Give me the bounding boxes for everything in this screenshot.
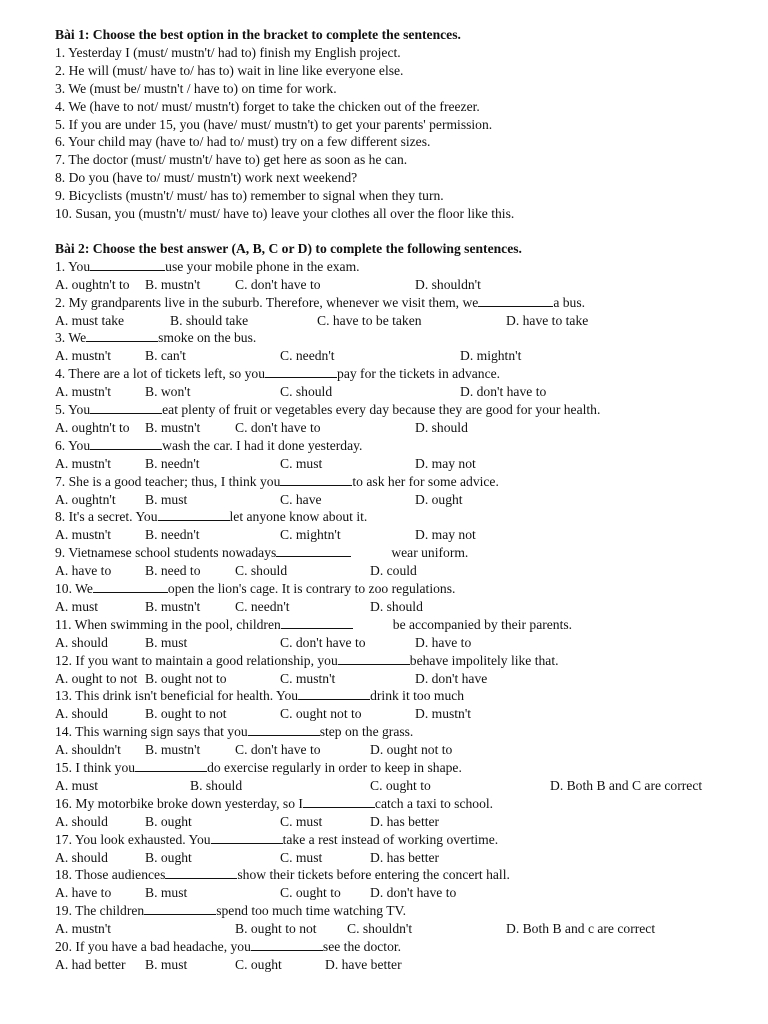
question-6	[55, 437, 755, 455]
question-stem-end: see the doctor.	[322, 939, 402, 955]
options-row	[55, 598, 755, 616]
question-2	[55, 294, 755, 312]
answer-blank[interactable]	[90, 437, 162, 450]
question-stem-end: drink it too much	[370, 688, 465, 704]
option-a[interactable]: A. oughtn't	[55, 491, 116, 507]
answer-blank[interactable]	[338, 652, 410, 665]
options-row	[55, 920, 755, 938]
answer-blank[interactable]	[86, 329, 158, 342]
question-stem-end: pay for the tickets in advance.	[337, 366, 501, 382]
option-b[interactable]: B. must	[145, 956, 188, 972]
question-15	[55, 759, 755, 777]
option-c[interactable]: C. mightn't	[280, 527, 341, 543]
question-stem: 11. When swimming in the pool, children	[55, 616, 281, 632]
question-stem: 7. She is a good teacher; thus, I think you	[55, 473, 281, 489]
question-stem: 20. If you have a bad headache, you	[55, 939, 251, 955]
question-stem: 2. My grandparents live in the suburb. Therefore, whenever we visit them, we	[55, 294, 479, 310]
question-stem-end: take a rest instead of working overtime.	[282, 831, 499, 847]
option-b[interactable]: B. ought to not	[235, 921, 317, 937]
options-row	[55, 634, 755, 652]
question-stem-end: smoke on the bus.	[158, 330, 257, 346]
option-d[interactable]: D. may not	[415, 527, 476, 543]
answer-blank[interactable]	[90, 401, 162, 414]
options-row	[55, 526, 755, 544]
option-d[interactable]: D. has better	[370, 849, 440, 865]
question-16	[55, 795, 755, 813]
question-stem: 5. You	[55, 402, 91, 418]
option-d[interactable]: D. may not	[415, 455, 476, 471]
option-d[interactable]: D. ought not to	[370, 742, 453, 758]
answer-blank[interactable]	[165, 866, 237, 879]
option-d[interactable]: D. Both B and c are correct	[506, 921, 656, 937]
option-d[interactable]: D. should	[370, 598, 423, 614]
part1-list	[55, 44, 755, 223]
options-row	[55, 562, 755, 580]
section-gap	[55, 223, 755, 240]
option-a[interactable]: A. have to	[55, 885, 112, 901]
option-d[interactable]: D. have to take	[506, 312, 589, 328]
question-stem-end: behave impolitely like that.	[409, 652, 559, 668]
option-d[interactable]: D. mustn't	[415, 706, 472, 722]
question-1	[55, 258, 755, 276]
answer-blank[interactable]	[211, 831, 283, 844]
question-stem: 19. The children	[55, 903, 145, 919]
answer-blank[interactable]	[303, 795, 375, 808]
option-a[interactable]: A. had better	[55, 956, 126, 972]
option-b[interactable]: B. ought	[145, 849, 192, 865]
question-stem: 6. You	[55, 437, 91, 453]
option-b[interactable]: B. ought to not	[145, 706, 227, 722]
question-stem-end: open the lion's cage. It is contrary to zoo regulations.	[167, 581, 456, 597]
option-a[interactable]: A. mustn't	[55, 527, 112, 543]
question-stem-end: use your mobile phone in the exam.	[165, 258, 360, 274]
question-stem: 1. You	[55, 258, 91, 274]
question-stem-end: a bus.	[553, 294, 586, 310]
option-c[interactable]: C. have	[280, 491, 322, 507]
option-c[interactable]: C. ought to	[370, 777, 431, 793]
part1-item: 1. Yesterday I (must/ mustn't/ had to) finish my English project.	[55, 44, 401, 60]
option-c[interactable]: C. needn't	[235, 598, 290, 614]
question-stem-end: spend too much time watching TV.	[216, 903, 407, 919]
option-b[interactable]: B. won't	[145, 384, 191, 400]
option-b[interactable]: B. ought not to	[145, 670, 227, 686]
option-b[interactable]: B. should take	[170, 312, 249, 328]
question-stem: 12. If you want to maintain a good relationship, you	[55, 652, 338, 668]
answer-blank[interactable]	[93, 580, 168, 593]
part2-list	[55, 258, 755, 974]
question-12	[55, 652, 755, 670]
question-stem-end: step on the grass.	[319, 724, 414, 740]
option-c[interactable]: C. ought to	[280, 885, 341, 901]
question-stem-end: let anyone know about it.	[229, 509, 368, 525]
question-stem-end: eat plenty of fruit or vegetables every day because they are good for your health.	[162, 402, 601, 418]
question-14	[55, 723, 755, 741]
answer-blank[interactable]	[478, 294, 553, 307]
question-4	[55, 365, 755, 383]
options-row	[55, 849, 755, 867]
option-d[interactable]: D. ought	[415, 491, 463, 507]
part1-item: 6. Your child may (have to/ had to/ must) try on a few different sizes.	[55, 134, 431, 150]
question-stem-end: show their tickets before entering the concert hall.	[237, 867, 510, 883]
option-d[interactable]: D. don't have to	[370, 885, 457, 901]
option-c[interactable]: C. must	[280, 813, 323, 829]
part1-heading: Bài 1: Choose the best option in the bracket to complete the sentences.	[55, 27, 461, 42]
question-3	[55, 329, 755, 347]
option-c[interactable]: C. don't have to	[280, 634, 366, 650]
option-d[interactable]: D. Both B and C are correct	[550, 777, 703, 793]
question-stem: 13. This drink isn't beneficial for health. You	[55, 688, 299, 704]
answer-blank[interactable]	[265, 365, 337, 378]
option-b[interactable]: B. must	[145, 634, 188, 650]
option-b[interactable]: B. ought	[145, 813, 192, 829]
question-stem-end: to ask her for some advice.	[352, 473, 499, 489]
part1-item: 8. Do you (have to/ must/ mustn't) work next weekend?	[55, 170, 358, 186]
option-d[interactable]: D. have better	[325, 956, 402, 972]
options-row	[55, 419, 755, 437]
question-7	[55, 473, 755, 491]
part1-item: 2. He will (must/ have to/ has to) wait in line like everyone else.	[55, 62, 404, 78]
part1-item: 10. Susan, you (mustn't/ must/ have to) leave your clothes all over the floor like this.	[55, 206, 515, 222]
part1-item: 7. The doctor (must/ mustn't/ have to) get here as soon as he can.	[55, 152, 408, 168]
option-b[interactable]: B. mustn't	[145, 419, 201, 435]
option-a[interactable]: A. oughtn't to	[55, 419, 130, 435]
option-d[interactable]: D. have to	[415, 634, 472, 650]
option-b[interactable]: B. must	[145, 885, 188, 901]
option-c[interactable]: C. have to be taken	[317, 312, 422, 328]
option-a[interactable]: A. should	[55, 813, 108, 829]
question-stem: 9. Vietnamese school students nowadays	[55, 545, 277, 561]
option-d[interactable]: D. has better	[370, 813, 440, 829]
answer-blank[interactable]	[298, 687, 370, 700]
options-row	[55, 383, 755, 401]
option-c[interactable]: C. ought not to	[280, 706, 362, 722]
question-stem-end: catch a taxi to school.	[374, 795, 494, 811]
worksheet-page	[55, 26, 755, 974]
question-5	[55, 401, 755, 419]
option-b[interactable]: B. mustn't	[145, 742, 201, 758]
option-c[interactable]: C. don't have to	[235, 276, 321, 292]
option-d[interactable]: D. should	[415, 419, 468, 435]
option-a[interactable]: A. ought to not	[55, 670, 138, 686]
option-b[interactable]: B. must	[145, 491, 188, 507]
option-a[interactable]: A. have to	[55, 563, 112, 579]
options-row	[55, 276, 755, 294]
option-c[interactable]: C. should	[235, 563, 288, 579]
answer-blank[interactable]	[144, 902, 216, 915]
question-stem: 8. It's a secret. You	[55, 509, 158, 525]
part1-item: 4. We (have to not/ must/ mustn't) forget to take the chicken out of the freezer.	[55, 98, 480, 114]
options-row	[55, 813, 755, 831]
question-stem: 4. There are a lot of tickets left, so you	[55, 366, 266, 382]
part1-item: 5. If you are under 15, you (have/ must/ mustn't) to get your parents' permission.	[55, 116, 493, 132]
question-18	[55, 866, 755, 884]
options-row	[55, 491, 755, 509]
answer-blank[interactable]	[276, 544, 351, 557]
option-c[interactable]: C. needn't	[280, 348, 335, 364]
option-a[interactable]: A. oughtn't to	[55, 276, 130, 292]
question-19	[55, 902, 755, 920]
options-row	[55, 956, 755, 974]
option-b[interactable]: B. mustn't	[145, 276, 201, 292]
option-d[interactable]: D. shouldn't	[415, 276, 481, 292]
question-10	[55, 580, 755, 598]
answer-blank[interactable]	[251, 938, 323, 951]
question-13	[55, 687, 755, 705]
question-stem-end: be accompanied by their parents.	[392, 616, 573, 632]
answer-blank[interactable]	[281, 616, 353, 629]
options-row	[55, 705, 755, 723]
option-d[interactable]: D. don't have	[415, 670, 488, 686]
option-b[interactable]: B. need to	[145, 563, 201, 579]
option-a[interactable]: A. should	[55, 706, 108, 722]
options-row	[55, 741, 755, 759]
question-stem: 15. I think you	[55, 760, 136, 776]
option-a[interactable]: A. should	[55, 849, 108, 865]
options-row	[55, 455, 755, 473]
option-c[interactable]: C. don't have to	[235, 419, 321, 435]
option-b[interactable]: B. needn't	[145, 455, 200, 471]
option-c[interactable]: C. must	[280, 455, 323, 471]
part1-item: 3. We (must be/ mustn't / have to) on time for work.	[55, 80, 337, 96]
question-17	[55, 831, 755, 849]
answer-blank[interactable]	[135, 759, 207, 772]
options-row	[55, 777, 755, 795]
question-stem: 10. We	[55, 581, 93, 597]
option-a[interactable]: A. should	[55, 634, 108, 650]
question-8	[55, 508, 755, 526]
option-a[interactable]: A. must	[55, 777, 99, 793]
answer-blank[interactable]	[158, 508, 230, 521]
option-a[interactable]: A. must	[55, 598, 99, 614]
question-stem: 18. Those audiences	[55, 867, 166, 883]
options-row	[55, 670, 755, 688]
option-b[interactable]: B. needn't	[145, 527, 200, 543]
question-11	[55, 616, 755, 634]
option-b[interactable]: B. mustn't	[145, 598, 201, 614]
option-c[interactable]: C. must	[280, 849, 323, 865]
question-stem: 16. My motorbike broke down yesterday, so I	[55, 795, 303, 811]
option-a[interactable]: A. mustn't	[55, 348, 112, 364]
options-row	[55, 884, 755, 902]
option-c[interactable]: C. don't have to	[235, 742, 321, 758]
answer-blank[interactable]	[248, 723, 320, 736]
question-9	[55, 544, 755, 562]
question-stem: 14. This warning sign says that you	[55, 724, 248, 740]
question-stem-end: do exercise regularly in order to keep in shape.	[207, 760, 462, 776]
part2-heading: Bài 2: Choose the best answer (A, B, C or D) to complete the following sentences.	[55, 240, 522, 256]
option-d[interactable]: D. don't have to	[460, 384, 547, 400]
option-a[interactable]: A. shouldn't	[55, 742, 121, 758]
options-row	[55, 347, 755, 365]
answer-blank[interactable]	[90, 258, 165, 271]
option-a[interactable]: A. must take	[55, 312, 125, 328]
option-d[interactable]: D. mightn't	[460, 348, 522, 364]
option-b[interactable]: B. should	[190, 777, 243, 793]
option-b[interactable]: B. can't	[145, 348, 186, 364]
answer-blank[interactable]	[280, 473, 352, 486]
question-stem: 17. You look exhausted. You	[55, 831, 211, 847]
question-stem-end: wash the car. I had it done yesterday.	[162, 437, 363, 453]
part1-item: 9. Bicyclists (mustn't/ must/ has to) remember to signal when they turn.	[55, 188, 444, 204]
option-a[interactable]: A. mustn't	[55, 455, 112, 471]
options-row	[55, 312, 755, 330]
question-stem: 3. We	[55, 330, 87, 346]
option-c[interactable]: C. ought	[235, 956, 282, 972]
option-a[interactable]: A. mustn't	[55, 384, 112, 400]
option-a[interactable]: A. mustn't	[55, 921, 112, 937]
option-c[interactable]: C. mustn't	[280, 670, 336, 686]
option-d[interactable]: D. could	[370, 563, 417, 579]
question-stem-end: wear uniform.	[391, 545, 469, 561]
option-c[interactable]: C. shouldn't	[347, 921, 413, 937]
question-20	[55, 938, 755, 956]
option-c[interactable]: C. should	[280, 384, 333, 400]
